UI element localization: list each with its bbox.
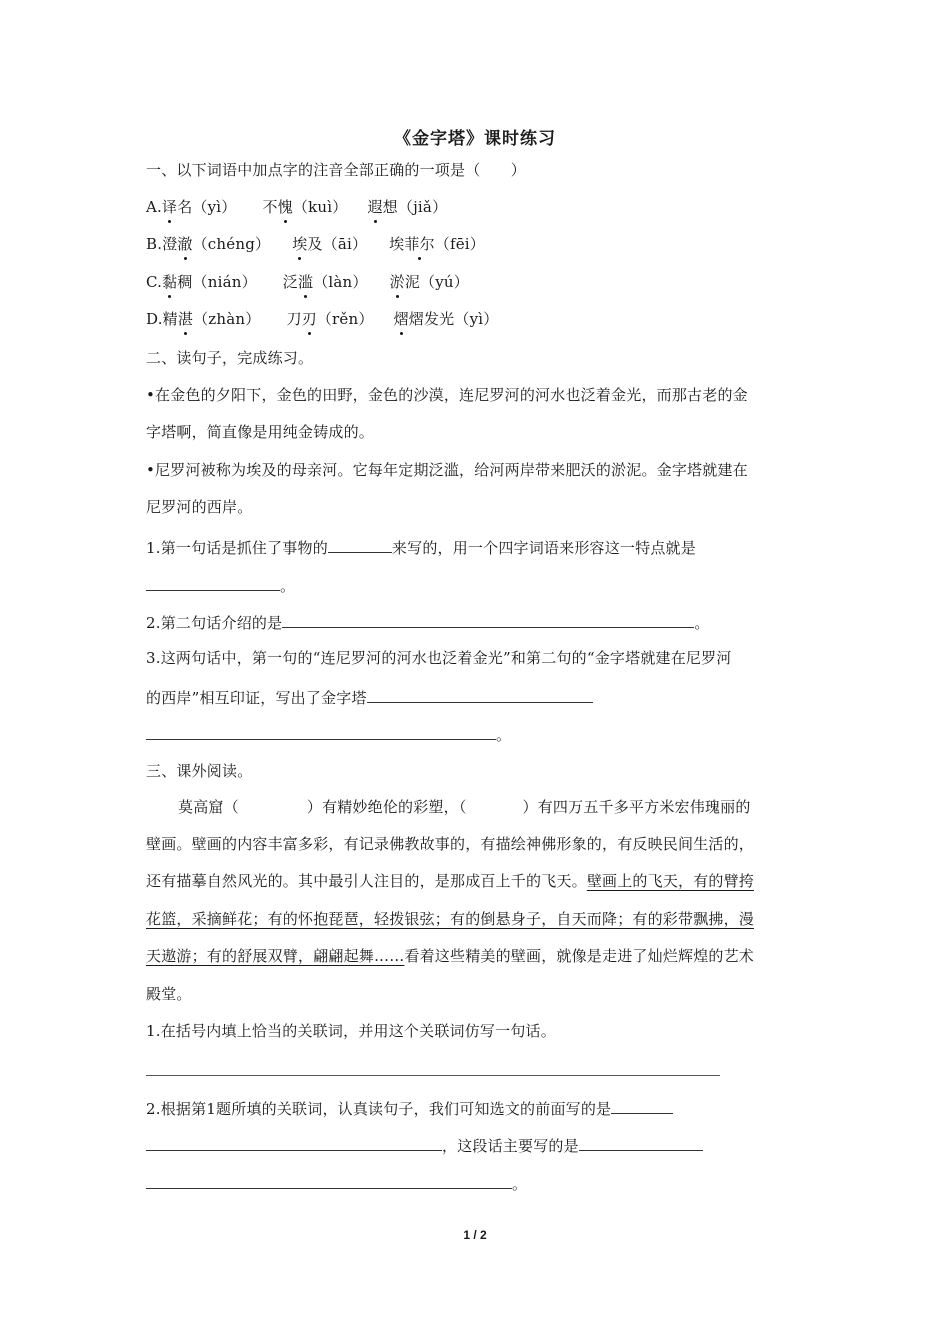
q1-stem: 一、以下词语中加点字的注音全部正确的一项是（ ）	[146, 161, 527, 179]
q3-passage-line3: 还有描摹自然风光的。其中最引人注目的，是那成百上千的飞天。壁画上的飞天，有的臂挎	[146, 872, 755, 890]
q3-item2-line2: ，这段话主要写的是	[146, 1134, 703, 1156]
q1-option-b: B.澄澈（chéng） 埃及（āi） 埃菲尔（fēi）	[146, 235, 486, 253]
q3-passage-line6: 殿堂。	[146, 985, 192, 1003]
q1-option-c: C.黏稠（nián） 泛滥（làn） 淤泥（yú）	[146, 273, 469, 291]
answer-blank[interactable]	[146, 723, 496, 740]
answer-blank[interactable]	[282, 611, 694, 628]
page-number: 1 / 2	[463, 1228, 487, 1242]
q1-option-a: A.译名（yì） 不愧（kuì） 遐想（jiǎ）	[146, 198, 448, 216]
q1-option-d: D.精湛（zhàn） 刀刃（rěn） 熠熠发光（yì）	[146, 310, 499, 328]
answer-blank[interactable]	[579, 1134, 703, 1151]
q2-item3-answer-line: 。	[146, 723, 511, 745]
answer-blank[interactable]	[146, 1172, 512, 1189]
q3-passage-line2: 壁画。壁画的内容丰富多彩，有记录佛教故事的，有描绘神佛形象的，有反映民间生活的，	[146, 835, 755, 853]
q3-heading: 三、课外阅读。	[146, 762, 253, 780]
q3-passage-line4: 花篮，采摘鲜花；有的怀抱琵琶，轻拨银弦；有的倒悬身子，自天而降；有的彩带飘拂，漫	[146, 910, 755, 928]
q2-sentence1-line1: •在金色的夕阳下，金色的田野，金色的沙漠，连尼罗河的河水也泛着金光，而那古老的金	[146, 386, 748, 404]
answer-line[interactable]	[146, 1075, 720, 1076]
q2-sentence2-line1: •尼罗河被称为埃及的母亲河。它每年定期泛滥，给河两岸带来肥沃的淤泥。金字塔就建在	[146, 461, 748, 479]
q2-item3-line2: 的西岸”相互印证，写出了金字塔	[146, 686, 593, 708]
answer-blank[interactable]	[146, 1134, 442, 1151]
q3-item2: 2.根据第1题所填的关联词，认真读句子，我们可知选文的前面写的是	[146, 1097, 673, 1119]
answer-blank[interactable]	[146, 574, 280, 591]
page-title: 《金字塔》课时练习	[394, 129, 556, 149]
q3-passage-line1: 莫高窟（ ）有精妙绝伦的彩塑，（ ）有四万五千多平方米宏伟瑰丽的	[178, 798, 751, 816]
answer-blank[interactable]	[328, 536, 392, 553]
q3-item2-line3: 。	[146, 1172, 527, 1194]
q2-heading: 二、读句子，完成练习。	[146, 349, 314, 367]
q2-item2: 2.第二句话介绍的是 。	[146, 611, 710, 633]
q2-item1: 1.第一句话是抓住了事物的 来写的，用一个四字词语来形容这一特点就是	[146, 536, 696, 558]
q3-passage-line5: 天遨游；有的舒展双臂，翩翩起舞……看着这些精美的壁画，就像是走进了灿烂辉煌的艺术	[146, 947, 755, 965]
q2-item3-line1: 3.这两句话中，第一句的“连尼罗河的河水也泛着金光”和第二句的“金字塔就建在尼罗河	[146, 649, 732, 667]
q3-item1: 1.在括号内填上恰当的关联词，并用这个关联词仿写一句话。	[146, 1022, 556, 1040]
q2-sentence2-line2: 尼罗河的西岸。	[146, 498, 253, 516]
answer-blank[interactable]	[611, 1097, 673, 1114]
q2-sentence1-line2: 字塔啊，简直像是用纯金铸成的。	[146, 423, 375, 441]
q2-item1-answer-line: 。	[146, 574, 295, 596]
answer-blank[interactable]	[367, 686, 593, 703]
